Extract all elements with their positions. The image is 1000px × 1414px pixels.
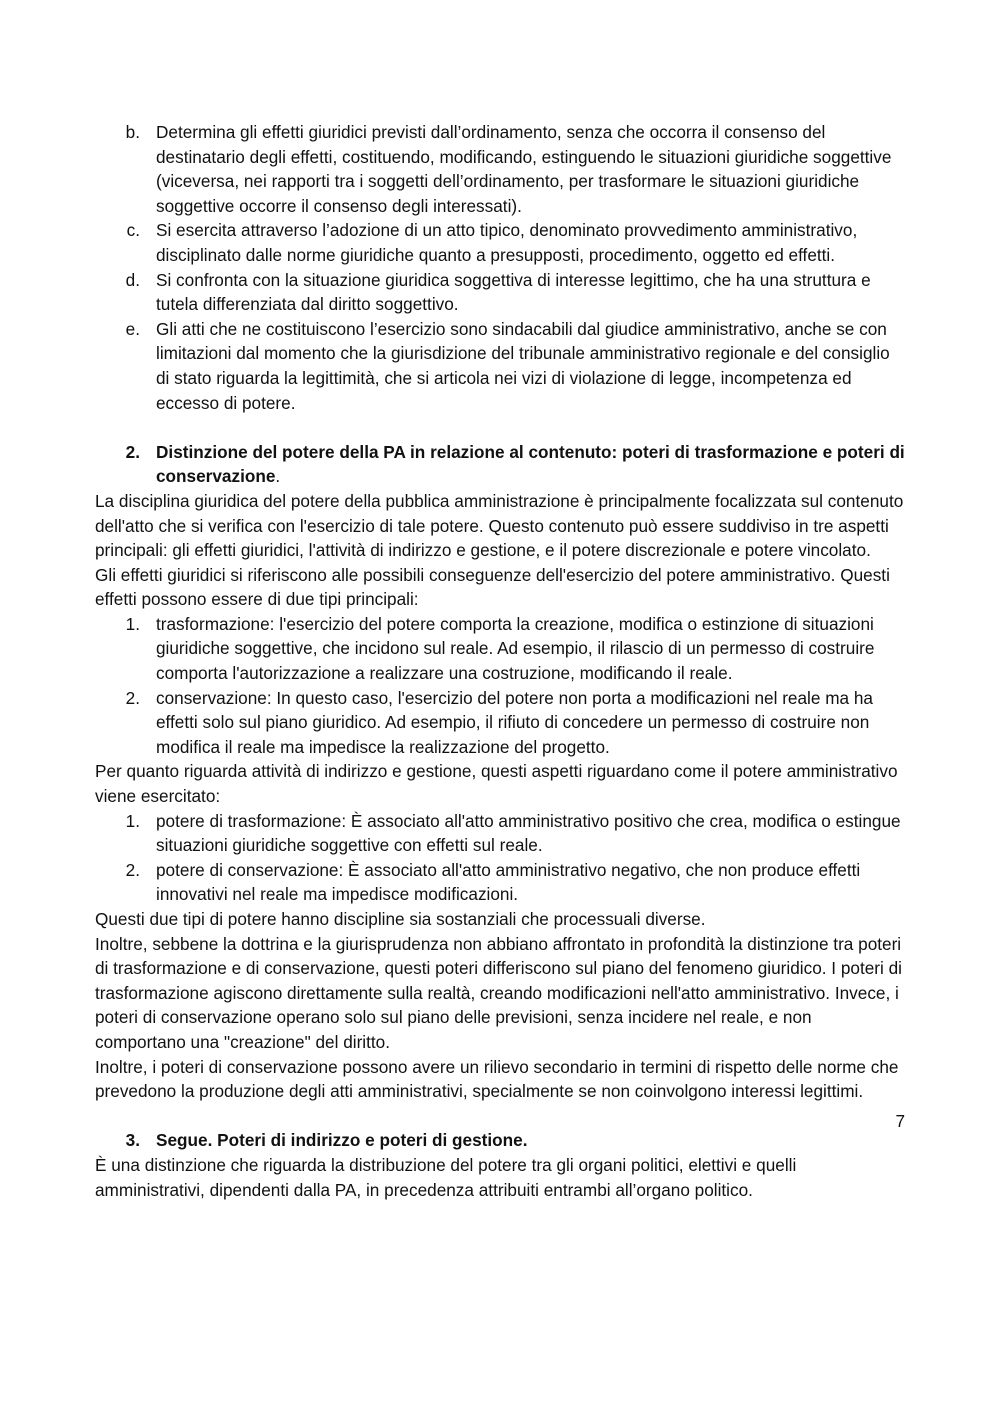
list-item	[95, 218, 907, 267]
list-item	[95, 317, 907, 415]
page-number: 7	[895, 1111, 905, 1131]
paragraph: Gli effetti giuridici si riferiscono alle possibili conseguenze dell'esercizio del potere amministrativo. Questi effetti possono essere di due tipi principali:	[95, 564, 890, 610]
list-item	[95, 858, 907, 907]
list-item-text: Gli atti che ne costituiscono l’esercizio sono sindacabili dal giudice amministrativo, anche se con limitazioni dal momento che la giurisdizione del tribunale amministrativo regionale e del consiglio di stato riguarda la legittimità, che si articola nei vizi di violazione di legge, incompetenza ed eccesso di potere.	[156, 318, 890, 413]
section-number: 2.	[125, 441, 140, 462]
paragraph: È una distinzione che riguarda la distribuzione del potere tra gli organi politici, elettivi e quelli amministrativi, dipendenti dalla PA, in precedenza attribuiti entrambi all’organo politico.	[95, 1154, 797, 1200]
section-title: Distinzione del potere della PA in relazione al contenuto: poteri di trasformazione e poteri di conservazione	[156, 441, 905, 487]
list-marker: 2.	[125, 687, 140, 708]
list-marker: 1.	[125, 810, 140, 831]
paragraph: Questi due tipi di potere hanno discipline sia sostanziali che processuali diverse.	[95, 909, 706, 929]
list-item-text: trasformazione: l'esercizio del potere comporta la creazione, modifica o estinzione di situazioni giuridiche soggettive, che incidono sul reale. Ad esempio, il rilascio di un permesso di costruire comporta l'autorizzazione a realizzare una costruzione, modificando il reale.	[156, 613, 875, 684]
list-marker: d.	[125, 269, 140, 290]
list-item	[95, 809, 907, 858]
paragraph: Per quanto riguarda attività di indirizzo e gestione, questi aspetti riguardano come il potere amministrativo viene esercitato:	[95, 761, 898, 807]
spacer	[95, 1104, 907, 1129]
section-heading	[95, 1128, 907, 1153]
document-body	[95, 120, 907, 1202]
list-marker: c.	[126, 220, 140, 241]
list-item-text: Si esercita attraverso l’adozione di un atto tipico, denominato provvedimento amministrativo, disciplinato dalle norme giuridiche quanto a presupposti, procedimento, oggetto ed effetti.	[156, 220, 858, 265]
list-marker: b.	[125, 122, 140, 142]
list-marker: 1.	[125, 613, 140, 634]
paragraph: La disciplina giuridica del potere della pubblica amministrazione è principalmente focalizzata sul contenuto dell'atto che si verifica con l'esercizio di tale potere. Questo contenuto può essere suddiviso in tre aspetti principali: gli effetti giuridici, l'attività di indirizzo e gestione, e il potere discrezionale e potere vincolato.	[95, 490, 904, 561]
list-item	[95, 268, 907, 317]
numbered-list	[95, 809, 907, 907]
section-title: Segue. Poteri di indirizzo e poteri di gestione.	[156, 1130, 528, 1151]
list-item	[95, 686, 907, 760]
list-marker: e.	[125, 318, 140, 339]
list-item-text: Determina gli effetti giuridici previsti dall’ordinamento, senza che occorra il consenso del destinatario degli effetti, costituendo, modificando, estinguendo le situazioni giuridiche soggettive (viceversa, nei rapporti tra i soggetti dell’ordinamento, per trasformare le situazioni giuridiche soggettive occorre il consenso degli interessati).	[156, 122, 892, 216]
list-item-text: potere di conservazione: È associato all'atto amministrativo negativo, che non produce effetti innovativi nel reale ma impedisce modificazioni.	[156, 859, 861, 905]
section-title-end: .	[275, 466, 281, 487]
list-item-text: conservazione: In questo caso, l'esercizio del potere non porta a modificazioni nel reale ma ha effetti solo sul piano giuridico. Ad esempio, il rifiuto di concedere un permesso di costruire non modifica il reale ma impedisce la realizzazione del progetto.	[156, 687, 873, 757]
lettered-list	[95, 120, 907, 415]
section-heading	[95, 440, 907, 489]
list-item-text: Si confronta con la situazione giuridica soggettiva di interesse legittimo, che ha una struttura e tutela differenziata dal diritto soggettivo.	[156, 269, 871, 315]
list-item-text: potere di trasformazione: È associato all'atto amministrativo positivo che crea, modifica o estingue situazioni giuridiche soggettive con effetti sul reale.	[156, 810, 901, 856]
paragraph: Inoltre, sebbene la dottrina e la giurisprudenza non abbiano affrontato in profondità la distinzione tra poteri di trasformazione e di conservazione, questi poteri differiscono sul piano del fenomeno giuridico. I poteri di trasformazione agiscono direttamente sulla realtà, creando modificazioni nell'atto amministrativo. Invece, i poteri di conservazione operano solo sul piano delle previsioni, senza incidere nel reale, e non comportano una "creazione" del diritto.	[95, 933, 902, 1052]
paragraph: Inoltre, i poteri di conservazione possono avere un rilievo secondario in termini di rispetto delle norme che prevedono la produzione degli atti amministrativi, specialmente se non coinvolgono interessi legittimi.	[95, 1056, 899, 1102]
list-marker: 2.	[125, 859, 140, 880]
list-item	[95, 612, 907, 686]
section-number: 3.	[125, 1130, 140, 1151]
spacer	[95, 415, 907, 440]
numbered-list	[95, 612, 907, 760]
list-item	[95, 120, 907, 218]
